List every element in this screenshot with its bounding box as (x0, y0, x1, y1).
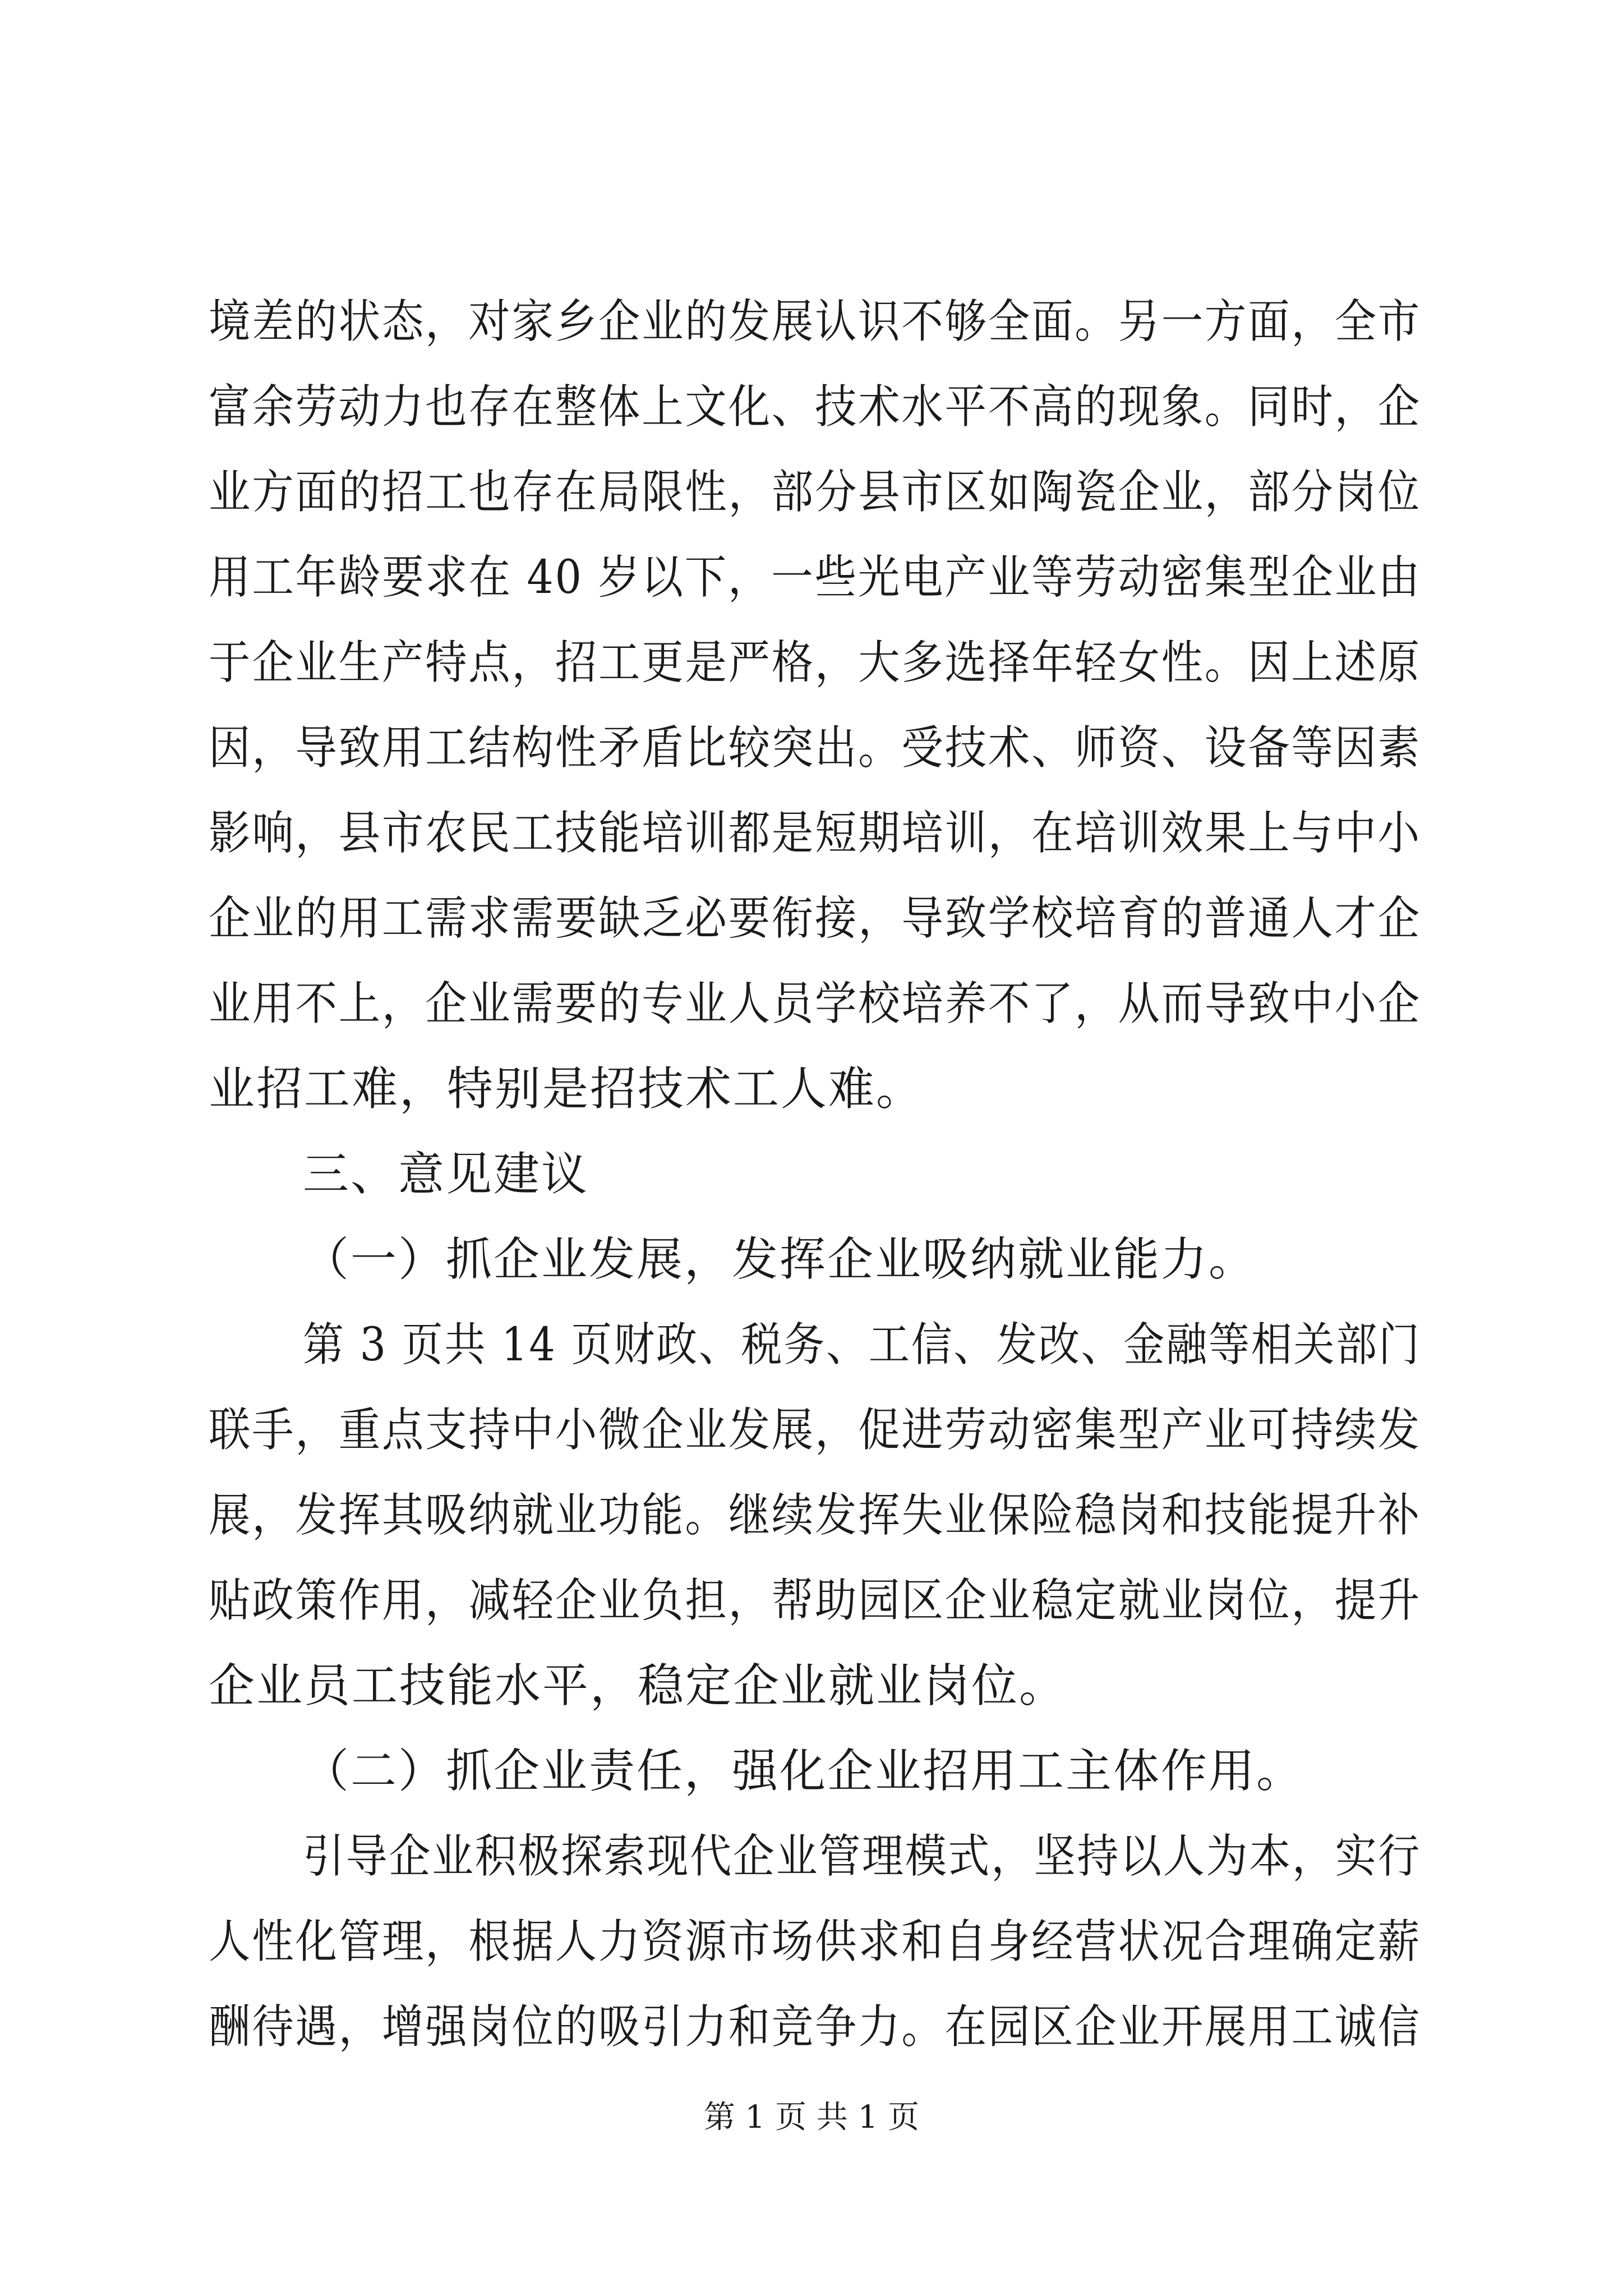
subsection-heading: （二）抓企业责任，强化企业招用工主体作用。 (303, 1745, 1304, 1798)
paragraph-line: 富余劳动力也存在整体上文化、技术水平不高的现象。同时，企 (209, 380, 1422, 434)
paragraph-line: 境差的状态，对家乡企业的发展认识不够全面。另一方面，全市 (209, 295, 1422, 348)
paragraph-line: 酬待遇，增强岗位的吸引力和竞争力。在园区企业开展用工诚信 (209, 2000, 1422, 2054)
subsection-heading: （一）抓企业发展，发挥企业吸纳就业能力。 (303, 1233, 1257, 1286)
paragraph-line: 影响，县市农民工技能培训都是短期培训，在培训效果上与中小 (209, 807, 1422, 860)
paragraph-line: 人性化管理，根据人力资源市场供求和自身经营状况合理确定薪 (209, 1915, 1422, 1968)
paragraph-line: 因，导致用工结构性矛盾比较突出。受技术、师资、设备等因素 (209, 721, 1422, 775)
paragraph-line: 展，发挥其吸纳就业功能。继续发挥失业保险稳岗和技能提升补 (209, 1489, 1422, 1542)
page-footer: 第 1 页 共 1 页 (703, 2099, 920, 2136)
paragraph-line: 企业员工技能水平，稳定企业就业岗位。 (209, 1659, 1067, 1713)
paragraph-line: 企业的用工需求需要缺乏必要衔接，导致学校培育的普通人才企 (209, 892, 1422, 945)
paragraph-line: 业用不上，企业需要的专业人员学校培养不了，从而导致中小企 (209, 977, 1422, 1030)
paragraph-line: 联手，重点支持中小微企业发展，促进劳动密集型产业可持续发 (209, 1404, 1422, 1457)
paragraph-line: 贴政策作用，减轻企业负担，帮助园区企业稳定就业岗位，提升 (209, 1574, 1422, 1627)
paragraph-line: 第 3 页共 14 页财政、税务、工信、发改、金融等相关部门 (303, 1318, 1421, 1372)
paragraph-line: 业方面的招工也存在局限性，部分县市区如陶瓷企业，部分岗位 (209, 466, 1422, 519)
paragraph-line: 引导企业积极探索现代企业管理模式，坚持以人为本，实行 (303, 1830, 1422, 1883)
section-heading: 三、意见建议 (303, 1148, 589, 1201)
paragraph-line: 于企业生产特点，招工更是严格，大多选择年轻女性。因上述原 (209, 636, 1422, 689)
paragraph-line: 业招工难，特别是招技术工人难。 (209, 1062, 924, 1116)
paragraph-line: 用工年龄要求在 40 岁以下，一些光电产业等劳动密集型企业由 (209, 551, 1422, 604)
